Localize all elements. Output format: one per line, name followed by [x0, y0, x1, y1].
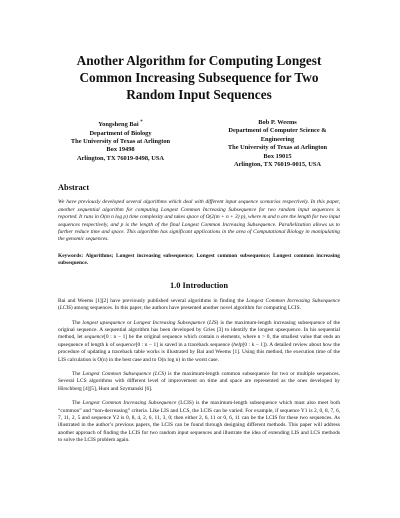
author-block: [58, 119, 340, 169]
intro-paragraph-2: The longest upsequence or Longest Increasing Subsequence (LIS) is the maximum-length increasing subsequence of the original sequence. A sequential algorithm has been developed by Gries [3] to identify the longest upsequence. In his sequential method, let sequence[0 : n − 1] be the original sequence which contain n elements, where n > 0, the smallest value that ends an upsequence of length k of sequence[0 : n − 1] is saved in a traceback sequence (help[0 : k − 1]). A detailed review about how the procedure of updating a traceback table works is illustrated by Bai and Weems [1]. Using this method, the execution time of the LIS calculation is O(n) in the best case and to O(n log n) in the worst case.: [58, 319, 340, 363]
intro-paragraph-3: The Longest Common Subsequence (LCS) is the maximum-length common subsequence for two or multiple sequences. Several LCS algorithms with different level of improvement on time and space are represented as the ones developed by Hirschberg [4][5], Hunt and Szymanski [6].: [58, 370, 340, 392]
author-1-affiliation-line: Box 19498: [106, 146, 135, 154]
intro-paragraph-1: Bai and Weems [1][2] have previously published several algorithms in finding the Longest Common Increasing Subsequence (LCIS) among sequences. In this paper, the authors have presented another novel algorithm for computing LCIS.: [58, 297, 340, 312]
author-2-name: Bob P. Weems: [258, 119, 297, 126]
section-heading: 1.0 Introduction: [169, 280, 228, 290]
author-1-mark: *: [140, 120, 143, 125]
author-1-name: Yongsheng Bai *: [98, 120, 143, 129]
author-2-affiliation-line: Arlington, TX 76019-0015, USA: [233, 161, 322, 169]
intro-paragraph-4: The Longest Common Increasing Subsequence (LCIS) is the maximum-length subsequence which must also meet both “common” and “non-decreasing” criteria. Like LIS and LCS, the LCIS can be varied. For example, if sequence Y1 is 2, 0, 8, 7, 6, 7, 11, 2, 5 and sequence Y2 is 0, 8, 4, 2, 6, 11, 3, 0; then either 2, 6, 11 or 0, 6, 11 can be the LCIS for these two sequences. As illustrated in the author’s previous papers, the LCIS can be found through designing different methods. This paper will address another approach of finding the LCIS for two random input sequences and illustrate the idea of extending LIS and LCS methods to solve the LCIS problem again.: [58, 400, 341, 444]
author-1-affiliation-line: Department of Biology: [89, 129, 152, 137]
keywords: Keywords: Algorithms; Longest increasing subsequence; Longest common subsequence; Longest common increasing subsequence.: [58, 252, 340, 267]
author-2-affiliation-line: Box 19015: [263, 152, 292, 160]
abstract-heading: Abstract: [58, 183, 90, 193]
author-1-affiliation-line: The University of Texas at Arlington: [70, 137, 171, 145]
author-2-affiliation-line: The University of Texas at Arlington: [227, 144, 328, 152]
author-1: [58, 119, 183, 169]
author-1-affiliation-line: Arlington, TX 76019-0498, USA: [76, 154, 165, 162]
author-2: [215, 119, 340, 169]
author-2-affiliation-line: Department of Computer Science &: [228, 127, 327, 135]
abstract-text: We have previously developed several algorithms which deal with different input sequence scenarios respectively. In this paper, another sequential algorithm for computing Longest Common Increasing Subsequence for two random input sequences is reported. It runs in O(m n log p) time complexity and takes space of O(2(m + n + 3) p), where m and n are the length for two input sequences respectively, and p is the length of the final Longest Common Increasing Subsequence. Parallelization allows us to further reduce time and space. This algorithm has significant applications in the area of Computational Biology in manipulating the genomic sequences.: [58, 199, 341, 243]
author-2-affiliation-line: Engineering: [260, 135, 295, 143]
paper-title: Another Algorithm for Computing Longest Common Increasing Subsequence for Two Random Input Sequences: [76, 53, 322, 102]
